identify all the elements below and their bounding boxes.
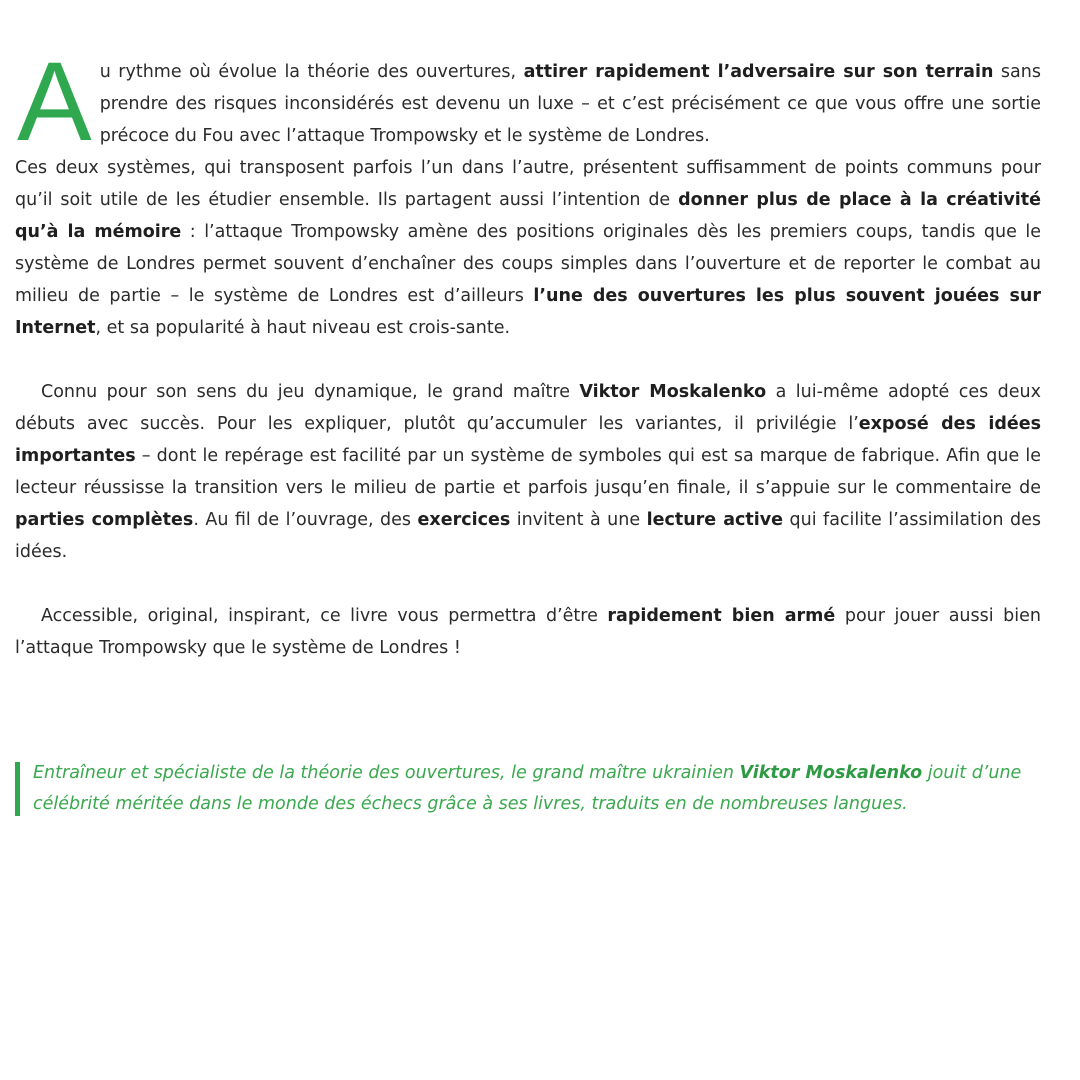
- bio-author-name: Viktor Moskalenko: [739, 763, 923, 783]
- closing-bold-1: rapidement bien armé: [607, 606, 836, 626]
- author-text-2: a lui-même adopté ces deux débuts avec succès. Pour les expliquer, plutôt qu’accumuler les variantes, il privilégie l’: [15, 382, 1041, 434]
- intro-text-5: , et sa popularité à haut niveau est crois-sante.: [95, 318, 511, 338]
- author-name: Viktor Moskalenko: [579, 382, 767, 402]
- intro-paragraph: [15, 39, 1041, 344]
- intro-text-4: : l’attaque Trompowsky amène des positions originales dès les premiers coups, tandis que le système de Londres permet souvent d’enchaîner des coups simples dans l’ouverture et de reporter le combat au milieu de partie – le système de Londres est d’ailleurs: [15, 222, 1041, 306]
- author-text-6: qui facilite l’assimilation des idées.: [15, 510, 1041, 562]
- intro-bold-2: donner plus de place à la créativité qu’à la mémoire: [15, 190, 1041, 242]
- back-cover-text: [15, 39, 1042, 664]
- intro-bold-3: l’une des ouvertures les plus souvent jouées sur Internet: [15, 286, 1041, 338]
- author-paragraph: [15, 376, 1041, 568]
- bio-text-2: jouit d’une célébrité méritée dans le monde des échecs grâce à ses livres, traduits en de nombreuses langues.: [33, 763, 1022, 814]
- bio-text-1: Entraîneur et spécialiste de la théorie des ouvertures, le grand maître ukrainien: [33, 763, 740, 783]
- closing-text-2: pour jouer aussi bien l’attaque Trompowsky que le système de Londres !: [15, 606, 1042, 658]
- intro-text-1: u rythme où évolue la théorie des ouvertures,: [99, 62, 524, 82]
- author-text-4: . Au fil de l’ouvrage, des: [193, 510, 418, 530]
- closing-paragraph: [15, 600, 1041, 664]
- closing-text-1: Accessible, original, inspirant, ce livre vous permettra d’être: [41, 606, 608, 626]
- bio-accent-bar: [15, 762, 20, 816]
- author-bold-3: parties complètes: [15, 510, 194, 530]
- intro-text-2: sans prendre des risques inconsidérés est devenu un luxe – et c’est précisément ce que vous offre une sortie précoce du Fou avec l’attaque Trompowsky et le système de Londres.: [99, 62, 1041, 146]
- dropcap-letter: A: [17, 39, 92, 164]
- author-bio-block: [15, 758, 1041, 820]
- author-bold-5: lecture active: [646, 510, 784, 530]
- intro-text-3: Ces deux systèmes, qui transposent parfois l’un dans l’autre, présentent suffisamment de points communs pour qu’il soit utile de les étudier ensemble. Ils partagent aussi l’intention de: [15, 158, 1041, 210]
- author-bio-text: [33, 758, 1041, 820]
- author-bold-2: exposé des idées importantes: [15, 414, 1041, 466]
- author-text-3: – dont le repérage est facilité par un système de symboles qui est sa marque de fabrique. Afin que le lecteur réussisse la transition vers le milieu de partie et parfois jusqu’en finale, il s’appuie sur le commentaire de: [15, 446, 1041, 498]
- author-text-5: invitent à une: [510, 510, 647, 530]
- intro-bold-1: attirer rapidement l’adversaire sur son terrain: [523, 62, 994, 82]
- author-text-1: Connu pour son sens du jeu dynamique, le grand maître: [41, 382, 580, 402]
- author-bold-4: exercices: [417, 510, 511, 530]
